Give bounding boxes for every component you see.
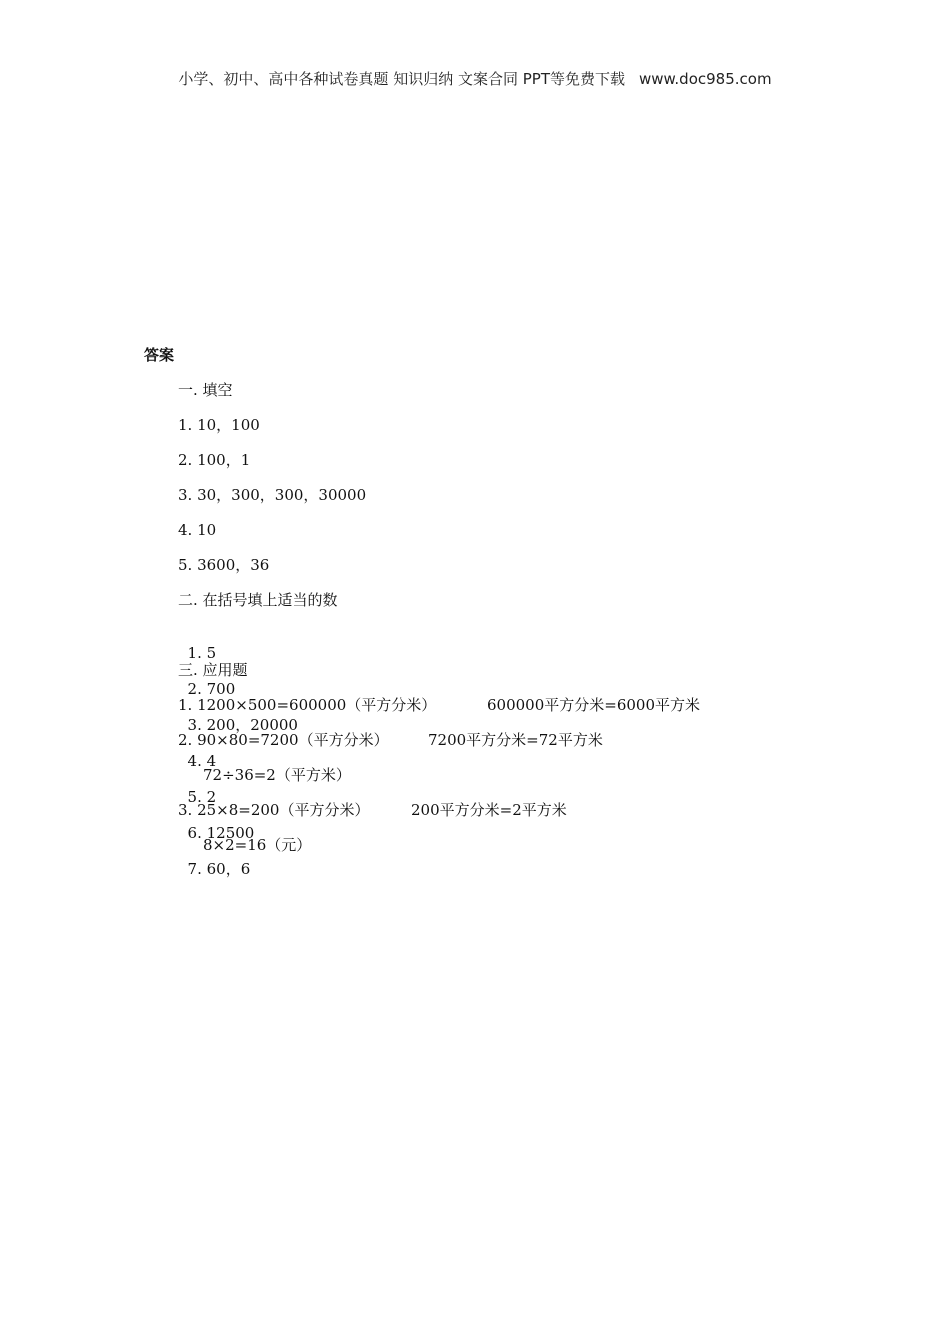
section2-answer-3: 3. 200，20000 (187, 716, 298, 734)
section2-answer-6: 6. 12500 (187, 824, 255, 842)
section1-heading: 一. 填空 (178, 381, 233, 399)
header-site-link[interactable]: www.doc985.com (638, 70, 772, 88)
section1-item-2: 2. 100，1 (178, 451, 251, 469)
section3-heading: 三. 应用题 (178, 661, 248, 679)
section2-answer-4: 4. 4 (187, 752, 217, 770)
section2-answer-5: 5. 2 (187, 788, 217, 806)
page-header (0, 68, 950, 89)
section3-q3-calc: 3. 25×8=200（平方分米） (178, 801, 370, 819)
section3-q3-result: 8×2=16（元） (203, 836, 312, 854)
section3-q3-convert: 200平方分米=2平方米 (411, 801, 567, 819)
header-text: 小学、初中、高中各种试卷真题 知识归纳 文案合同 PPT等免费下载 (178, 70, 625, 88)
section3-q2-result: 72÷36=2（平方米） (203, 766, 351, 784)
section2-answer-7: 7. 60，6 (187, 860, 251, 878)
section1-item-1: 1. 10，100 (178, 416, 260, 434)
section3-q2-convert: 7200平方分米=72平方米 (428, 731, 603, 749)
section1-item-3: 3. 30，300，300，30000 (178, 486, 367, 504)
section2-answer-1: 1. 5 (187, 644, 217, 662)
section3-q2-calc: 2. 90×80=7200（平方分米） (178, 731, 389, 749)
section2-answer-2: 2. 700 (187, 680, 236, 698)
section1-item-5: 5. 3600，36 (178, 556, 270, 574)
section2-heading: 二. 在括号填上适当的数 (178, 591, 338, 609)
answer-title: 答案 (144, 346, 175, 364)
section3-q1-convert: 600000平方分米=6000平方米 (487, 696, 701, 714)
section3-q1-calc: 1. 1200×500=600000（平方分米） (178, 696, 437, 714)
section1-item-4: 4. 10 (178, 521, 217, 539)
